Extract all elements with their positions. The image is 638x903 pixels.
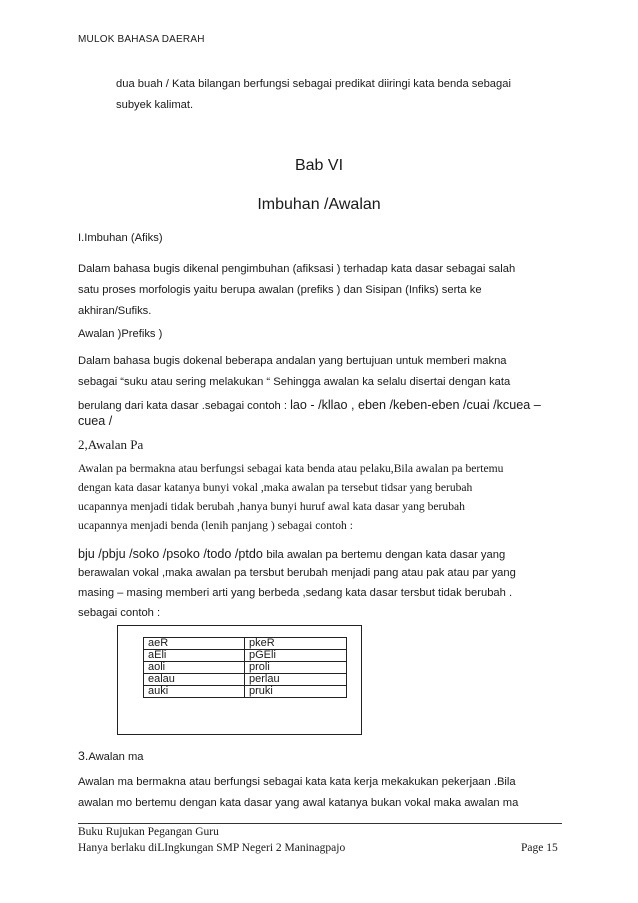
para1-line-3: akhiran/Sufiks. — [78, 305, 152, 317]
para5-line-2: awalan mo bertemu dengan kata dasar yang awal katanya bukan vokal maka awalan ma — [78, 797, 519, 809]
prefixed-word-cell: proli — [245, 662, 347, 674]
para2-line-3-examples: lao - /kllao , eben /keben-eben /cuai /kcuea – — [290, 398, 541, 412]
section-heading-awalan-ma — [78, 747, 143, 765]
para2-line-1: Dalam bahasa bugis dokenal beberapa andalan yang bertujuan untuk memberi makna — [78, 355, 507, 367]
para3-line-2: dengan kata dasar katanya bunyi vokal ,maka awalan pa tersebut tidsar yang berubah — [78, 481, 473, 494]
para4-line-4: sebagai contoh : — [78, 607, 161, 619]
awalan-heading: Awalan )Prefiks ) — [78, 328, 163, 340]
para3-line-3: ucapannya menjadi tidak berubah ,hanya bunyi huruf awal kata dasar yang berubah — [78, 500, 465, 513]
section-title: Awalan ma — [88, 751, 144, 763]
footer-divider — [78, 823, 562, 824]
example-word-table — [143, 637, 347, 698]
intro-line-1: dua buah / Kata bilangan berfungsi sebagai predikat diiringi kata benda sebagai — [116, 78, 511, 90]
para2-line-2: sebagai “suku atau sering melakukan “ Sehingga awalan ka selalu disertai dengan kata — [78, 376, 511, 388]
prefixed-word-cell: perlau — [245, 674, 347, 686]
para1-line-2: satu proses morfologis yaitu berupa awalan (prefiks ) dan Sisipan (Infiks) serta ke — [78, 284, 482, 296]
para1-line-1: Dalam bahasa bugis dikenal pengimbuhan (afiksasi ) terhadap kata dasar sebagai salah — [78, 263, 516, 275]
footer-book-title: Buku Rujukan Pegangan Guru — [78, 826, 219, 838]
table-row — [144, 650, 347, 662]
para4-line-1-text: bila awalan pa bertemu dengan kata dasar yang — [266, 549, 506, 561]
para2-line-3-text: berulang dari kata dasar .sebagai contoh : — [78, 400, 291, 412]
para2-line-3 — [78, 396, 541, 414]
para5-line-1: Awalan ma bermakna atau berfungsi sebagai kata kata kerja mekakukan pekerjaan .Bila — [78, 776, 516, 788]
base-word-cell: auki — [144, 686, 245, 698]
base-word-cell: aEli — [144, 650, 245, 662]
prefixed-word-cell: pGEli — [245, 650, 347, 662]
para4-line-1-examples: bju /pbju /soko /psoko /todo /ptdo — [78, 547, 267, 561]
table-row — [144, 638, 347, 650]
section-heading-awalan-pa: 2,Awalan Pa — [78, 437, 144, 452]
base-word-cell: aeR — [144, 638, 245, 650]
base-word-cell: ealau — [144, 674, 245, 686]
para2-line-4: cuea / — [78, 414, 113, 428]
table-row — [144, 674, 347, 686]
chapter-subtitle: Imbuhan /Awalan — [257, 196, 381, 213]
para3-line-1: Awalan pa bermakna atau berfungsi sebagai kata benda atau pelaku,Bila awalan pa bertemu — [78, 462, 504, 475]
para4-line-3: masing – masing memberi arti yang berbeda ,sedang kata dasar tersbut tidak berubah . — [78, 587, 513, 599]
para4-line-2: berawalan vokal ,maka awalan pa tersbut berubah menjadi pang atau pak atau par yang — [78, 567, 516, 579]
para4-line-1 — [78, 545, 505, 563]
base-word-cell: aoli — [144, 662, 245, 674]
intro-line-2: subyek kalimat. — [116, 99, 194, 111]
prefixed-word-cell: pruki — [245, 686, 347, 698]
prefixed-word-cell: pkeR — [245, 638, 347, 650]
section-number: 3. — [78, 749, 89, 763]
para3-line-4: ucapannya menjadi benda (lenih panjang ) sebagai contoh : — [78, 519, 353, 532]
section-heading-imbuhan: I.Imbuhan (Afiks) — [78, 232, 163, 244]
table-row — [144, 662, 347, 674]
footer-scope: Hanya berlaku diLIngkungan SMP Negeri 2 Maninagpajo — [78, 842, 346, 854]
table-row — [144, 686, 347, 698]
page-number: Page 15 — [521, 842, 558, 854]
page-header: MULOK BAHASA DAERAH — [78, 34, 205, 45]
chapter-title: Bab VI — [294, 157, 344, 174]
